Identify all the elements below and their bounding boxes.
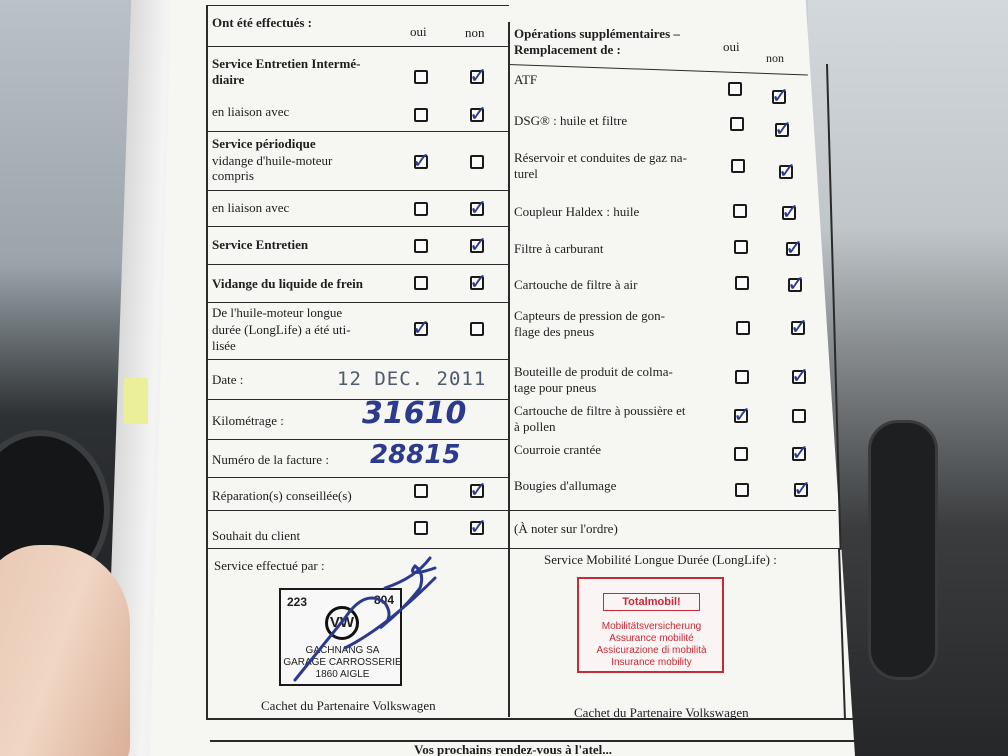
row-label: en liaison avec bbox=[212, 104, 290, 119]
checkbox-oui[interactable] bbox=[728, 82, 742, 96]
row-label: De l'huile-moteur longue bbox=[212, 305, 343, 320]
totalmobil-logo: Totalmobil! bbox=[603, 593, 700, 611]
right-row-label: DSG® : huile et filtre bbox=[514, 113, 628, 128]
right-row-label: tage pour pneus bbox=[514, 380, 597, 395]
right-row-label: Courroie crantée bbox=[514, 442, 601, 457]
line bbox=[206, 226, 509, 227]
vw-logo-icon: VW bbox=[325, 606, 359, 640]
service-by-label: Service effectué par : bbox=[214, 558, 325, 573]
totalmobil-stamp bbox=[577, 577, 724, 673]
checkbox-oui[interactable] bbox=[730, 117, 744, 131]
stamp-line: GARAGE CARROSSERIE bbox=[283, 657, 402, 668]
line bbox=[206, 264, 509, 265]
check-mark: ✓ bbox=[771, 84, 790, 109]
stamp-number-right: 804 bbox=[374, 593, 395, 607]
row-label: compris bbox=[212, 168, 254, 183]
invoice-value: 28815 bbox=[370, 440, 461, 470]
check-mark: ✓ bbox=[781, 200, 800, 225]
row-label: Service périodique bbox=[212, 136, 316, 151]
check-mark: ✓ bbox=[790, 315, 809, 340]
right-row-label: Filtre à carburant bbox=[514, 241, 604, 256]
right-row-label: Coupleur Haldex : huile bbox=[514, 204, 640, 219]
checkbox-non[interactable] bbox=[470, 155, 484, 169]
invoice-label: Numéro de la facture : bbox=[212, 452, 329, 467]
km-label: Kilométrage : bbox=[212, 413, 284, 428]
check-mark: ✓ bbox=[469, 233, 488, 258]
check-mark: ✓ bbox=[469, 270, 488, 295]
line bbox=[206, 131, 509, 132]
row-label: lisée bbox=[212, 338, 236, 353]
check-mark: ✓ bbox=[469, 102, 488, 127]
checkbox-oui[interactable] bbox=[414, 521, 428, 535]
wish-label: Souhait du client bbox=[212, 528, 301, 543]
checkbox-oui[interactable] bbox=[731, 159, 745, 173]
cachet-right: Cachet du Partenaire Volkswagen bbox=[574, 705, 749, 720]
date-label: Date : bbox=[212, 372, 244, 387]
checkbox-oui[interactable] bbox=[414, 276, 428, 290]
totalmobil-line: Assurance mobilité bbox=[609, 633, 694, 644]
right-row-label: flage des pneus bbox=[514, 324, 595, 339]
right-header-non: non bbox=[766, 51, 784, 65]
mobility-label: Service Mobilité Longue Durée (LongLife) : bbox=[544, 552, 777, 567]
stamp-number-left: 223 bbox=[287, 595, 308, 609]
totalmobil-line: Insurance mobility bbox=[611, 657, 692, 668]
signature bbox=[285, 548, 445, 688]
checkbox-oui[interactable] bbox=[414, 202, 428, 216]
check-mark: ✓ bbox=[791, 364, 810, 389]
check-mark: ✓ bbox=[469, 515, 488, 540]
totalmobil-line: Mobilitätsversicherung bbox=[601, 621, 702, 632]
check-mark: ✓ bbox=[787, 272, 806, 297]
row-label: Service Entretien bbox=[212, 237, 309, 252]
checkbox-non[interactable] bbox=[792, 409, 806, 423]
check-mark: ✓ bbox=[733, 403, 752, 428]
cachet-left: Cachet du Partenaire Volkswagen bbox=[261, 698, 436, 713]
totalmobil-line: Assicurazione di mobilità bbox=[596, 645, 707, 656]
check-mark: ✓ bbox=[785, 236, 804, 261]
right-row-label: à pollen bbox=[514, 419, 556, 434]
right-border-lower bbox=[838, 548, 846, 720]
checkbox-oui[interactable] bbox=[735, 483, 749, 497]
left-header-title: Ont été effectués : bbox=[212, 15, 312, 30]
checkbox-oui[interactable] bbox=[414, 70, 428, 84]
checkbox-oui[interactable] bbox=[734, 447, 748, 461]
left-header-non: non bbox=[465, 25, 485, 40]
check-mark: ✓ bbox=[469, 478, 488, 503]
right-row-label: Réservoir et conduites de gaz na- bbox=[514, 150, 687, 165]
right-row-label: ATF bbox=[514, 72, 538, 87]
check-mark: ✓ bbox=[793, 477, 812, 502]
line bbox=[206, 510, 836, 511]
right-row-label: Capteurs de pression de gon- bbox=[514, 308, 665, 323]
left-header-oui: oui bbox=[410, 24, 427, 39]
row-label: en liaison avec bbox=[212, 200, 290, 215]
row-label: diaire bbox=[212, 72, 245, 87]
km-value: 31610 bbox=[362, 396, 467, 431]
checkbox-oui[interactable] bbox=[736, 321, 750, 335]
checkbox-oui[interactable] bbox=[735, 370, 749, 384]
check-mark: ✓ bbox=[412, 316, 431, 341]
check-mark: ✓ bbox=[412, 149, 431, 174]
wish-note: (À noter sur l'ordre) bbox=[514, 521, 618, 536]
check-mark: ✓ bbox=[469, 64, 488, 89]
checkbox-oui[interactable] bbox=[735, 276, 749, 290]
row-label: vidange d'huile-moteur bbox=[212, 153, 333, 168]
repair-label: Réparation(s) conseillée(s) bbox=[212, 488, 352, 503]
checkbox-oui[interactable] bbox=[414, 108, 428, 122]
row-label: Service Entretien Intermé- bbox=[212, 56, 361, 71]
row-label: Vidange du liquide de frein bbox=[212, 276, 363, 291]
right-border bbox=[826, 64, 842, 550]
checkbox-oui[interactable] bbox=[733, 204, 747, 218]
date-value: 12 DEC. 2011 bbox=[337, 368, 487, 390]
right-row-label: Bouteille de produit de colma- bbox=[514, 364, 673, 379]
right-header-title-1: Opérations supplémentaires – bbox=[514, 26, 680, 41]
checkbox-non[interactable] bbox=[470, 322, 484, 336]
line bbox=[206, 302, 509, 303]
line bbox=[206, 46, 509, 47]
check-mark: ✓ bbox=[469, 196, 488, 221]
checkbox-oui[interactable] bbox=[734, 240, 748, 254]
right-header-title-2: Remplacement de : bbox=[514, 42, 621, 57]
row-label: durée (LongLife) a été uti- bbox=[212, 322, 351, 337]
right-row-label: Cartouche de filtre à poussière et bbox=[514, 403, 686, 418]
middle-border bbox=[508, 22, 510, 717]
top-border bbox=[206, 5, 509, 6]
left-border bbox=[206, 5, 208, 720]
stamp-line: 1860 AIGLE bbox=[315, 669, 370, 680]
right-row-label: Cartouche de filtre à air bbox=[514, 277, 638, 292]
check-mark: ✓ bbox=[778, 159, 797, 184]
line bbox=[206, 477, 509, 478]
checkbox-oui[interactable] bbox=[414, 484, 428, 498]
next-appointments: Vos prochains rendez-vous à l'atel... bbox=[414, 742, 613, 756]
check-mark: ✓ bbox=[774, 117, 793, 142]
check-mark: ✓ bbox=[791, 441, 810, 466]
line bbox=[508, 64, 808, 75]
checkbox-oui[interactable] bbox=[414, 239, 428, 253]
line bbox=[206, 439, 509, 440]
line bbox=[206, 190, 509, 191]
right-row-label: turel bbox=[514, 166, 538, 181]
right-row-label: Bougies d'allumage bbox=[514, 478, 617, 493]
finger bbox=[0, 545, 130, 756]
line bbox=[206, 359, 509, 360]
stamp-line: GACHNANG SA bbox=[305, 645, 380, 656]
right-header-oui: oui bbox=[723, 39, 740, 54]
bottom-border bbox=[206, 718, 854, 720]
